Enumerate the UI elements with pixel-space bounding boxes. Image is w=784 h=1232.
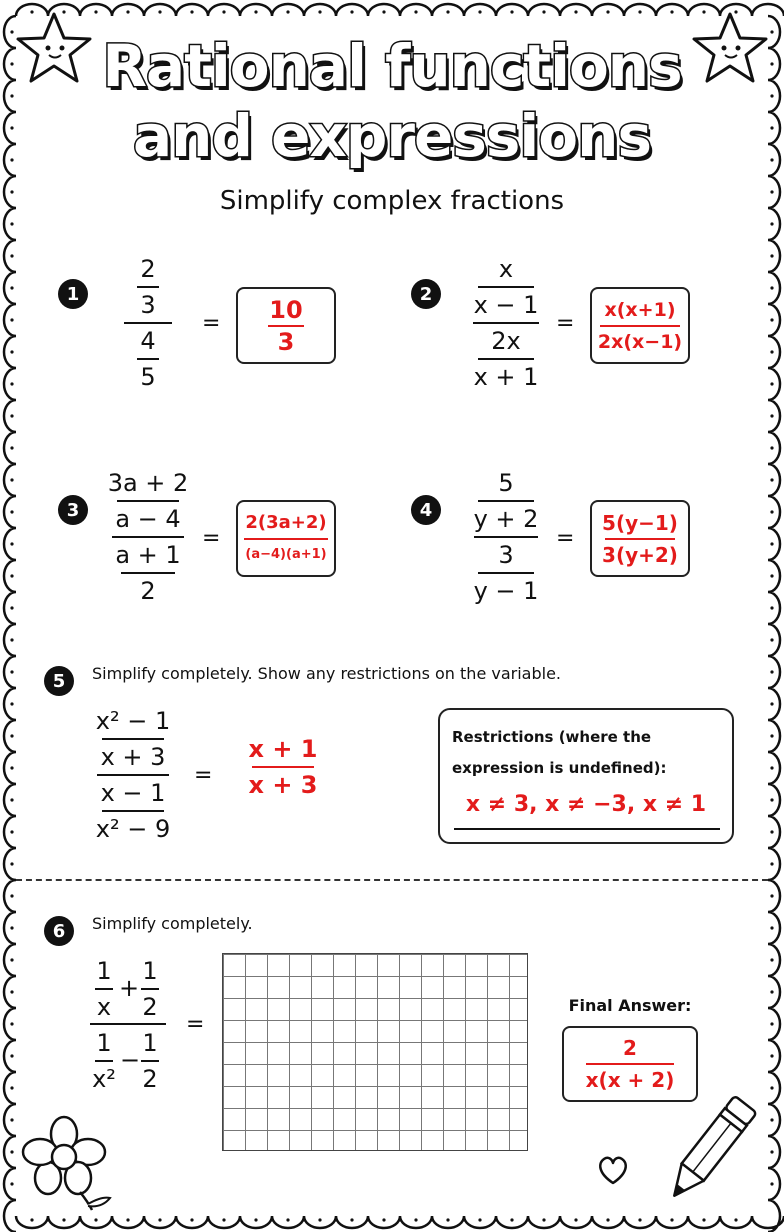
problem-3-number: 3	[58, 495, 88, 525]
problem-1-fraction	[124, 252, 172, 394]
p1-answer-numerator: 10	[269, 295, 303, 324]
p5-answer	[250, 732, 316, 802]
restrictions-underline	[454, 828, 720, 830]
p5-top-denominator: x + 3	[100, 743, 166, 771]
p6-d-numerator: 1	[142, 1029, 158, 1057]
p6-d-denominator: 2	[142, 1065, 158, 1093]
heart-icon	[596, 1154, 630, 1186]
p6-c-numerator: 1	[96, 1029, 112, 1057]
p3-answer-denominator: (a−4)(a+1)	[245, 546, 327, 562]
section-divider	[16, 879, 768, 881]
p2-answer-box	[590, 287, 690, 364]
p6-equals: =	[186, 1012, 205, 1037]
problem-6-number: 6	[44, 916, 74, 946]
p4-answer-box	[590, 500, 690, 577]
star-left-icon	[10, 8, 98, 88]
problem-6-instruction: Simplify completely.	[92, 914, 253, 933]
p6-answer-numerator: 2	[623, 1036, 637, 1060]
final-answer-label: Final Answer:	[568, 996, 692, 1015]
restrictions-box	[438, 708, 734, 844]
p1-top-denominator: 3	[140, 291, 156, 319]
p3-equals: =	[202, 526, 221, 551]
p1-top-numerator: 2	[140, 255, 156, 283]
p4-bottom-numerator: 3	[498, 541, 514, 569]
problem-5-fraction	[96, 704, 170, 846]
p3-bottom-denominator: 2	[140, 577, 156, 605]
title-line-1: Rational functions	[102, 32, 682, 100]
problem-1-number: 1	[58, 279, 88, 309]
p5-bottom-denominator: x² − 9	[95, 815, 171, 843]
p6-bottom-operator: −	[120, 1046, 141, 1074]
problem-2-fraction	[472, 252, 540, 394]
flower-icon	[18, 1112, 114, 1212]
p6-b-denominator: 2	[142, 993, 158, 1021]
p4-top-denominator: y + 2	[473, 505, 539, 533]
problem-4-fraction	[474, 466, 538, 608]
p4-answer-numerator: 5(y−1)	[602, 510, 678, 535]
p1-answer-denominator: 3	[277, 327, 295, 356]
p5-answer-denominator: x + 3	[248, 771, 318, 799]
problem-6-fraction	[90, 954, 166, 1093]
p4-equals: =	[556, 526, 575, 551]
p2-answer-denominator: 2x(x−1)	[597, 330, 683, 353]
subtitle: Simplify complex fractions	[219, 186, 565, 216]
p3-top-numerator: 3a + 2	[107, 469, 189, 497]
p3-top-denominator: a − 4	[115, 505, 181, 533]
p2-top-denominator: x − 1	[473, 291, 539, 319]
p2-bottom-denominator: x + 1	[473, 363, 539, 391]
p1-bottom-numerator: 4	[140, 327, 156, 355]
p4-top-numerator: 5	[498, 469, 514, 497]
p2-equals: =	[556, 311, 575, 336]
problem-5-number: 5	[44, 666, 74, 696]
p1-bottom-denominator: 5	[140, 363, 156, 391]
restrictions-value: x ≠ 3, x ≠ −3, x ≠ 1	[465, 792, 707, 817]
problem-5-instruction: Simplify completely. Show any restrictions on the variable.	[92, 664, 561, 683]
p5-answer-numerator: x + 1	[248, 735, 318, 763]
p6-top-operator: +	[119, 974, 140, 1002]
pencil-icon	[662, 1088, 758, 1212]
p6-b-numerator: 1	[142, 957, 158, 985]
p6-a-numerator: 1	[96, 957, 112, 985]
title-line-2: and expressions	[133, 102, 651, 170]
p6-answer-denominator: x(x + 2)	[585, 1068, 675, 1092]
p6-a-denominator: x	[96, 993, 112, 1021]
p4-bottom-denominator: y − 1	[473, 577, 539, 605]
work-grid[interactable]	[222, 953, 528, 1151]
p6-c-denominator: x²	[92, 1065, 116, 1093]
p1-answer-box	[236, 287, 336, 364]
problem-2-number: 2	[411, 279, 441, 309]
problem-4-number: 4	[411, 495, 441, 525]
p5-bottom-numerator: x − 1	[100, 779, 166, 807]
p1-equals: =	[202, 311, 221, 336]
p3-bottom-numerator: a + 1	[115, 541, 181, 569]
p3-answer-box	[236, 500, 336, 577]
p2-top-numerator: x	[498, 255, 514, 283]
p3-answer-numerator: 2(3a+2)	[245, 511, 327, 533]
restrictions-label: Restrictions (where the expression is undefined):	[452, 728, 667, 777]
problem-3-fraction	[107, 466, 189, 608]
p5-top-numerator: x² − 1	[95, 707, 171, 735]
p4-answer-denominator: 3(y+2)	[602, 542, 678, 567]
p2-answer-numerator: x(x+1)	[604, 298, 676, 321]
star-right-icon	[686, 8, 774, 88]
p5-equals: =	[194, 763, 213, 788]
p2-bottom-numerator: 2x	[491, 327, 521, 355]
